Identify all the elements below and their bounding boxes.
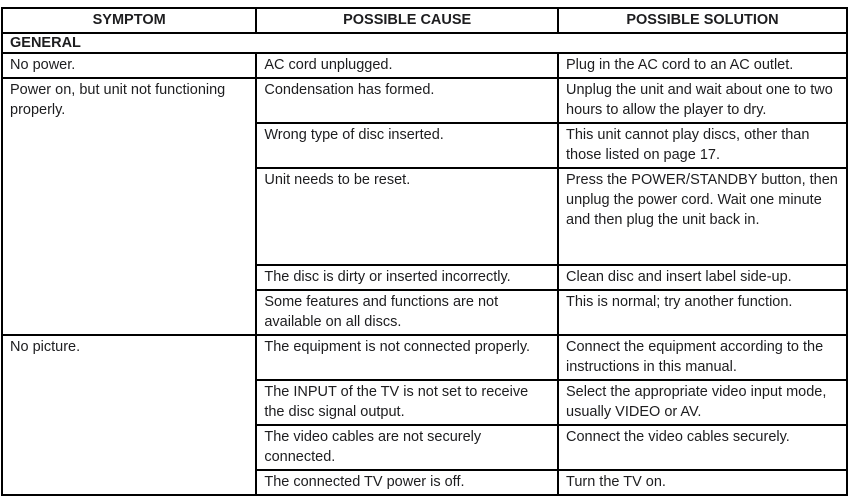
table-row — [2, 78, 847, 123]
solution-cell: Plug in the AC cord to an AC outlet. — [558, 53, 847, 78]
section-row — [2, 33, 847, 53]
solution-cell: Select the appropriate video input mode, usually VIDEO or AV. — [558, 380, 847, 425]
symptom-cell: Power on, but unit not functioning properly. — [2, 78, 256, 335]
cause-cell: AC cord unplugged. — [256, 53, 558, 78]
solution-column-header: POSSIBLE SOLUTION — [558, 8, 847, 33]
cause-column-header: POSSIBLE CAUSE — [256, 8, 558, 33]
cause-cell: Wrong type of disc inserted. — [256, 123, 558, 168]
symptom-cell: No picture. — [2, 335, 256, 495]
solution-cell: Clean disc and insert label side-up. — [558, 265, 847, 290]
cause-cell: Some features and functions are not available on all discs. — [256, 290, 558, 335]
symptom-column-header: SYMPTOM — [2, 8, 256, 33]
header-row — [2, 8, 847, 33]
troubleshooting-table — [1, 7, 848, 496]
solution-cell: Turn the TV on. — [558, 470, 847, 495]
cause-cell: Unit needs to be reset. — [256, 168, 558, 265]
cause-cell: Condensation has formed. — [256, 78, 558, 123]
cause-cell: The INPUT of the TV is not set to receive the disc signal output. — [256, 380, 558, 425]
table-row — [2, 335, 847, 380]
solution-cell: Press the POWER/STANDBY button, then unplug the power cord. Wait one minute and then plug the unit back in. — [558, 168, 847, 265]
section-header-general: GENERAL — [2, 33, 847, 53]
solution-cell: This is normal; try another function. — [558, 290, 847, 335]
table-row — [2, 53, 847, 78]
cause-cell: The video cables are not securely connected. — [256, 425, 558, 470]
solution-cell: Connect the equipment according to the instructions in this manual. — [558, 335, 847, 380]
cause-cell: The disc is dirty or inserted incorrectly. — [256, 265, 558, 290]
symptom-cell: No power. — [2, 53, 256, 78]
solution-cell: Connect the video cables securely. — [558, 425, 847, 470]
solution-cell: Unplug the unit and wait about one to two hours to allow the player to dry. — [558, 78, 847, 123]
solution-cell: This unit cannot play discs, other than those listed on page 17. — [558, 123, 847, 168]
cause-cell: The equipment is not connected properly. — [256, 335, 558, 380]
cause-cell: The connected TV power is off. — [256, 470, 558, 495]
